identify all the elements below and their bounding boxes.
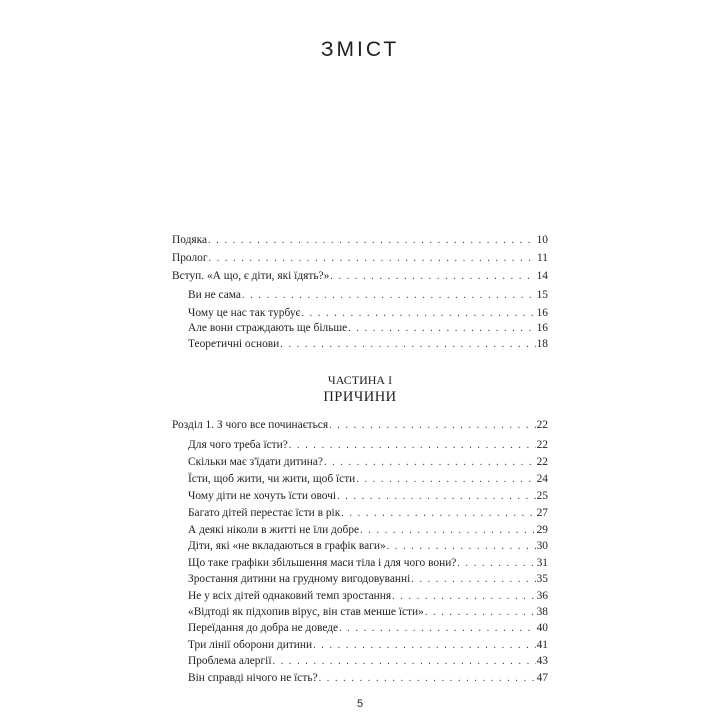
leader-dots — [280, 339, 535, 351]
leader-dots — [411, 574, 535, 586]
toc-entry-page: 16 — [536, 307, 548, 319]
toc-chapter — [172, 418, 548, 432]
toc-subentry — [188, 605, 548, 619]
leader-dots — [273, 656, 536, 668]
toc-entry-title: Для чого треба їсти? — [188, 439, 288, 451]
toc-subentry — [188, 506, 548, 520]
toc-subentry — [188, 472, 548, 486]
toc-entry-title: Але вони страждають ще більше — [188, 322, 348, 334]
toc-entry-title: Їсти, щоб жити, чи жити, щоб їсти — [188, 473, 356, 485]
leader-dots — [208, 235, 536, 247]
leader-dots — [289, 440, 536, 452]
toc-entry-page: 47 — [536, 672, 548, 684]
toc-subentry — [188, 572, 548, 586]
toc-entry-page: 38 — [536, 606, 548, 618]
toc-subentry — [188, 556, 548, 570]
toc-entry-page: 16 — [536, 322, 548, 334]
toc-entry-title: «Відтоді як підхопив вірус, він став менше їсти» — [188, 606, 424, 618]
leader-dots — [242, 290, 536, 302]
toc-entry-page: 22 — [536, 456, 548, 468]
toc-entry-page: 18 — [536, 338, 548, 350]
toc-subentry — [188, 654, 548, 668]
toc-entry-title: Проблема алергії — [188, 655, 272, 667]
toc-subentry — [188, 288, 548, 302]
part-label: ЧАСТИНА І — [327, 373, 393, 387]
toc-entry-title: Подяка — [172, 234, 208, 246]
toc-entry-page: 11 — [537, 252, 548, 264]
toc-entry-title: А деякі ніколи в житті не їли добре — [188, 524, 360, 536]
leader-dots — [348, 323, 535, 335]
toc-subentry — [188, 438, 548, 452]
leader-dots — [341, 508, 535, 520]
toc-entry-title: Багато дітей перестає їсти в рік — [188, 507, 341, 519]
toc-subentry — [188, 306, 548, 320]
toc-entry-page: 31 — [536, 557, 548, 569]
toc-entry-title: Три лінії оборони дитини — [188, 639, 313, 651]
toc-entry-page: 36 — [536, 590, 548, 602]
toc-entry-title: Пролог — [172, 252, 208, 264]
leader-dots — [360, 525, 536, 537]
toc-entry-title: Зростання дитини на грудному вигодовуванні — [188, 573, 411, 585]
toc-entry — [172, 233, 548, 247]
leader-dots — [337, 491, 536, 503]
toc-entry-page: 22 — [536, 419, 548, 431]
toc-entry-title: Скільки має з'їдати дитина? — [188, 456, 323, 468]
toc-entry-title: Вступ. «А що, є діти, які їдять?» — [172, 270, 330, 282]
toc-subentry — [188, 539, 548, 553]
toc-entry — [172, 251, 548, 265]
leader-dots — [387, 541, 536, 553]
leader-dots — [313, 640, 536, 652]
toc-heading: ЗМІСТ — [320, 38, 400, 61]
toc-entry-title: Він справді нічого не їсть? — [188, 672, 318, 684]
leader-dots — [324, 457, 536, 469]
toc-entry-page: 35 — [536, 573, 548, 585]
toc-entry-page: 27 — [536, 507, 548, 519]
toc-entry-title: Чому це нас так турбує — [188, 307, 301, 319]
toc-subentry — [188, 671, 548, 685]
leader-dots — [301, 308, 535, 320]
leader-dots — [392, 591, 536, 603]
part-title: ПРИЧИНИ — [323, 389, 397, 405]
toc-subentry — [188, 321, 548, 335]
toc-entry-title: Чому діти не хочуть їсти овочі — [188, 490, 337, 502]
leader-dots — [329, 420, 536, 432]
toc-entry-title: Не у всіх дітей однаковий темп зростання — [188, 590, 392, 602]
toc-subentry — [188, 621, 548, 635]
toc-entry-page: 30 — [536, 540, 548, 552]
leader-dots — [339, 623, 536, 635]
toc-entry-page: 29 — [536, 524, 548, 536]
page-number: 5 — [356, 698, 364, 710]
toc-entry-title: Розділ 1. З чого все починається — [172, 419, 329, 431]
leader-dots — [209, 253, 537, 265]
toc-entry-page: 40 — [536, 622, 548, 634]
toc-entry-page: 10 — [536, 234, 548, 246]
toc-entry-page: 14 — [536, 270, 548, 282]
toc-entry-title: Теоретичні основи — [188, 338, 280, 350]
toc-entry-page: 25 — [536, 490, 548, 502]
toc-entry-page: 41 — [536, 639, 548, 651]
toc-entry-title: Переїдання до добра не доведе — [188, 622, 339, 634]
toc-entry-page: 43 — [536, 655, 548, 667]
toc-entry-page: 24 — [536, 473, 548, 485]
toc-subentry — [188, 523, 548, 537]
toc-entry-page: 22 — [536, 439, 548, 451]
toc-entry-title: Ви не сама — [188, 289, 241, 301]
leader-dots — [356, 474, 535, 486]
leader-dots — [330, 271, 535, 283]
toc-entry-page: 15 — [536, 289, 548, 301]
leader-dots — [425, 607, 536, 619]
toc-subentry — [188, 337, 548, 351]
toc-subentry — [188, 489, 548, 503]
leader-dots — [319, 673, 536, 685]
toc-subentry — [188, 589, 548, 603]
toc-subentry — [188, 638, 548, 652]
toc-entry-title: Діти, які «не вкладаються в графік ваги» — [188, 540, 386, 552]
toc-entry — [172, 269, 548, 283]
toc-subentry — [188, 455, 548, 469]
leader-dots — [457, 558, 535, 570]
toc-entry-title: Що таке графіки збільшення маси тіла і для чого вони? — [188, 557, 457, 569]
